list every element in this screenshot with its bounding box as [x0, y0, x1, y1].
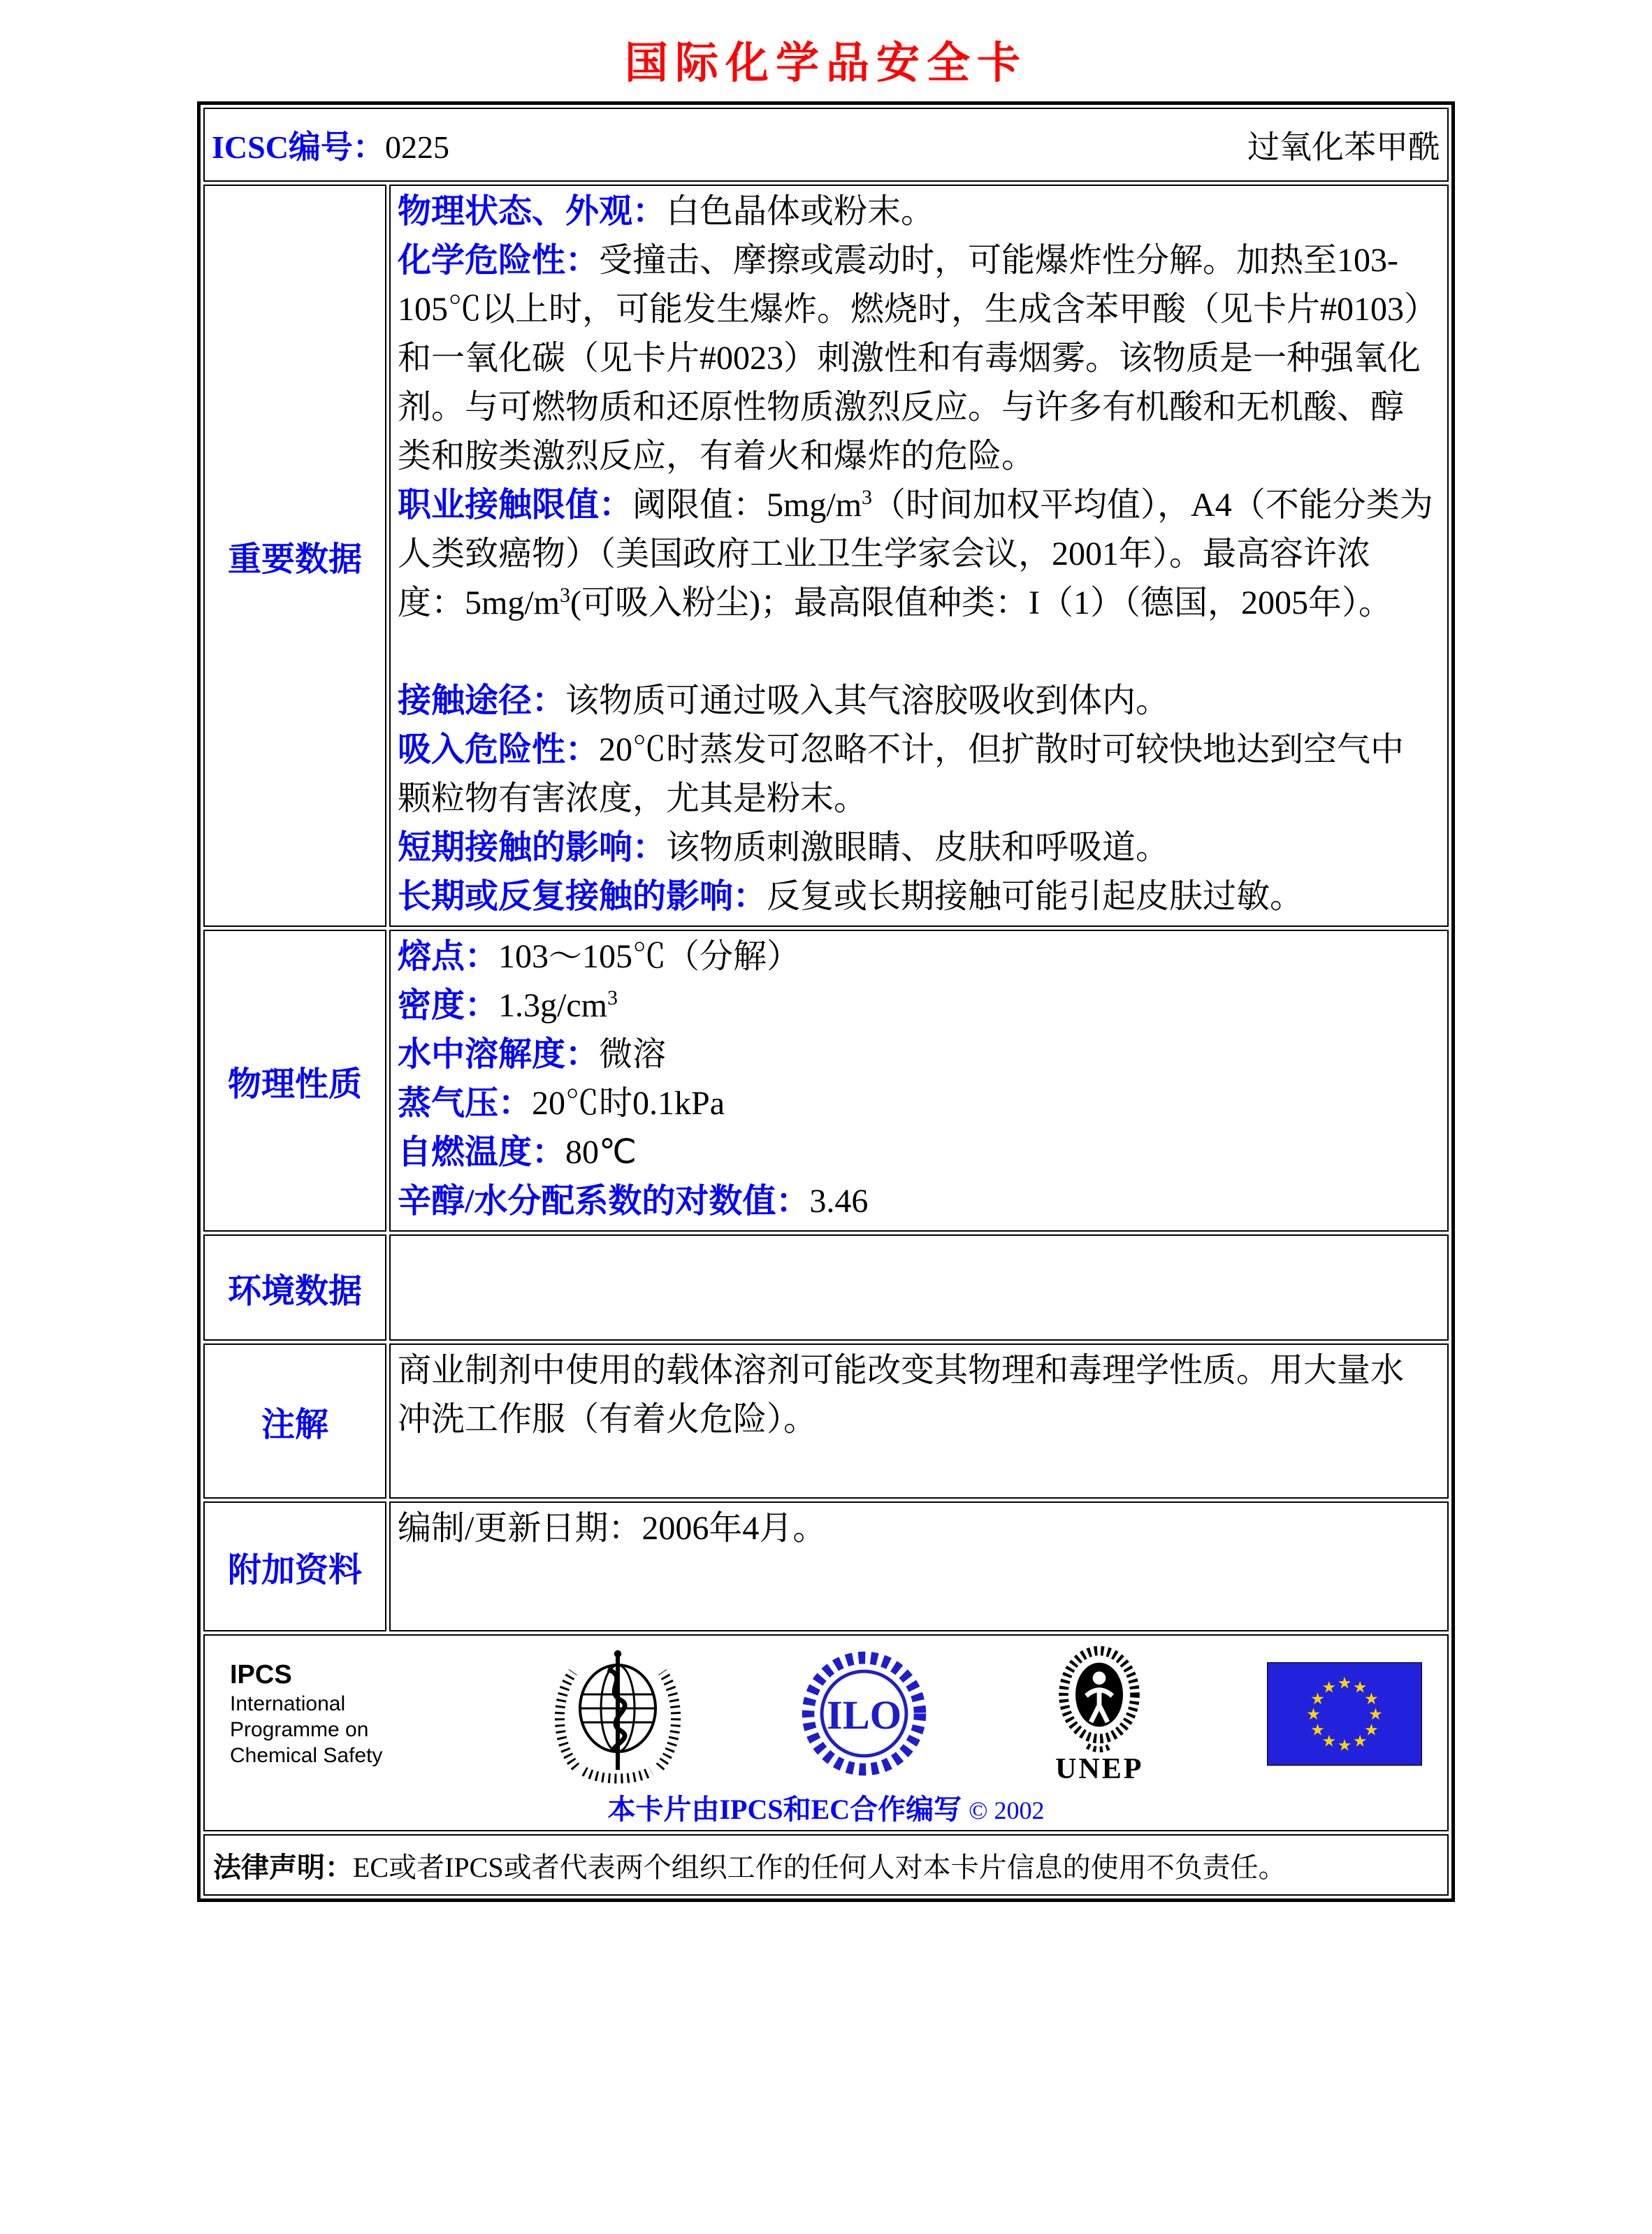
- row-legal-notice: [203, 1834, 1449, 1896]
- icsc-number-label: ICSC编号：: [212, 129, 385, 165]
- row-important-data: [203, 185, 1449, 927]
- field-label: 物理状态、外观：: [398, 193, 667, 230]
- eu-star-icon: ★: [1352, 1732, 1368, 1750]
- blank-line: [398, 628, 1436, 677]
- logos-cell: [203, 1634, 1449, 1831]
- field-label: 短期接触的影响：: [398, 829, 667, 866]
- row-label-important-data: 重要数据: [203, 185, 386, 927]
- ilo-logo-text: ILO: [826, 1692, 901, 1738]
- eu-star-icon: ★: [1337, 1674, 1352, 1692]
- field-routes-of-exposure: [398, 677, 1436, 726]
- additional-information-content: 编制/更新日期：2006年4月。: [389, 1501, 1449, 1631]
- unep-logo-text: UNEP: [1055, 1753, 1144, 1785]
- unep-logo-icon: [1040, 1641, 1159, 1760]
- credit-text: 本卡片由IPCS和EC合作编写: [607, 1794, 962, 1825]
- copyright-text: © 2002: [969, 1796, 1045, 1824]
- eu-star-icon: ★: [1352, 1678, 1368, 1696]
- field-value: 受撞击、摩擦或震动时，可能爆炸性分解。加热至103-105℃以上时，可能发生爆炸。燃烧时，生成含苯甲酸（见卡片#0103）和一氧化碳（见卡片#0023）刺激性和有毒烟雾。该物质是一种强氧化剂。与可燃物质和还原性物质激烈反应。与许多有机酸和无机酸、醇类和胺类激烈反应，有着火和爆炸的危险。: [398, 242, 1421, 475]
- field-label: 自燃温度：: [398, 1134, 566, 1171]
- eu-flag-icon: [1267, 1662, 1422, 1766]
- important-data-content: [389, 185, 1449, 927]
- legal-notice-label: 法律声明：: [213, 1851, 353, 1883]
- credit-line: [219, 1787, 1433, 1827]
- field-label: 熔点：: [398, 938, 499, 975]
- field-melting-point: [398, 932, 1436, 981]
- eu-star-icon: ★: [1364, 1689, 1379, 1708]
- field-value: 103～105℃（分解）: [498, 938, 801, 975]
- field-value: 该物质可通过吸入其气溶胶吸收到体内。: [565, 682, 1170, 719]
- row-label-additional-information: 附加资料: [203, 1501, 386, 1631]
- row-label-notes: 注解: [203, 1343, 386, 1499]
- field-label: 水中溶解度：: [398, 1036, 600, 1073]
- eu-star-icon: ★: [1321, 1678, 1337, 1696]
- ipcs-title: IPCS: [230, 1660, 292, 1689]
- ipcs-subtitle-line: Chemical Safety: [230, 1744, 383, 1767]
- eu-star-icon: ★: [1310, 1720, 1325, 1738]
- field-label: 辛醇/水分配系数的对数值：: [398, 1183, 810, 1220]
- field-value: $1.3g/cm^3$: [498, 986, 618, 1024]
- field-vapour-pressure: [398, 1079, 1436, 1128]
- superscript: 3: [607, 986, 618, 1009]
- ipcs-subtitle-line: Programme on: [230, 1718, 369, 1741]
- field-short-term-effects: [398, 823, 1436, 872]
- eu-star-icon: ★: [1364, 1720, 1379, 1738]
- field-physical-state-appearance: [398, 187, 1436, 236]
- row-header: [203, 108, 1449, 182]
- legal-notice-text: EC或者IPCS或者代表两个组织工作的任何人对本卡片信息的使用不负责任。: [353, 1851, 1287, 1883]
- field-solubility-in-water: [398, 1030, 1436, 1079]
- row-label-physical-properties: 物理性质: [203, 930, 386, 1232]
- superscript: 3: [862, 486, 873, 509]
- eu-star-icon: ★: [1306, 1705, 1321, 1723]
- header-cell: [203, 108, 1449, 182]
- field-occupational-exposure-limits: [398, 481, 1436, 628]
- superscript: 3: [560, 584, 571, 607]
- field-long-term-effects: [398, 872, 1436, 921]
- field-value: 20℃时蒸发可忽略不计，但扩散时可较快地达到空气中颗粒物有害浓度，尤其是粉末。: [398, 731, 1405, 817]
- field-log-octanol-water-partition: [398, 1177, 1436, 1226]
- ipcs-subtitle-line: International: [230, 1692, 346, 1715]
- notes-content: 商业制剂中使用的载体溶剂可能改变其物理和毒理学性质。用大量水冲洗工作服（有着火危险）。: [389, 1343, 1449, 1499]
- icsc-number-group: [212, 122, 449, 168]
- icsc-card-table: [197, 101, 1455, 1902]
- row-logos: [203, 1634, 1449, 1831]
- field-value: 阈限值：$5mg/m^3$（时间加权平均值），A4（不能分类为人类致癌物）（美国政府工业卫生学家会议，2001年）。最高容许浓度：$5mg/m^3$(可吸入粉尘)；最高限值种类：I（1）（德国，2005年）。: [398, 486, 1433, 621]
- physical-properties-content: [389, 930, 1449, 1232]
- field-value: 80℃: [565, 1134, 637, 1171]
- field-label: 职业接触限值：: [398, 487, 633, 524]
- environmental-data-content: [389, 1234, 1449, 1341]
- unep-logo-block: [1040, 1641, 1159, 1786]
- ilo-logo-icon: [796, 1645, 932, 1782]
- field-label: 蒸气压：: [398, 1085, 532, 1122]
- page-title: 国际化学品安全卡: [624, 39, 1027, 87]
- field-value: 该物质刺激眼睛、皮肤和呼吸道。: [666, 829, 1170, 866]
- field-inhalation-risk: [398, 726, 1436, 823]
- field-value: 20℃时0.1kPa: [532, 1085, 725, 1122]
- legal-notice-cell: [203, 1834, 1449, 1896]
- field-density: [398, 981, 1436, 1030]
- field-label: 长期或反复接触的影响：: [398, 878, 767, 915]
- chemical-name: 过氧化苯甲酰: [1247, 129, 1440, 165]
- eu-star-icon: ★: [1368, 1705, 1383, 1723]
- row-additional-information: [203, 1501, 1449, 1631]
- row-label-environmental-data: 环境数据: [203, 1234, 386, 1341]
- field-auto-ignition-temperature: [398, 1128, 1436, 1177]
- field-value: 3.46: [809, 1183, 869, 1220]
- field-chemical-dangers: [398, 236, 1436, 481]
- eu-star-icon: ★: [1321, 1732, 1337, 1750]
- who-logo-icon: [548, 1644, 688, 1784]
- field-label: 化学危险性：: [398, 242, 600, 279]
- field-label: 接触途径：: [398, 682, 566, 719]
- row-physical-properties: [203, 930, 1449, 1232]
- row-notes: [203, 1343, 1449, 1499]
- field-value: 微溶: [599, 1036, 667, 1073]
- row-environmental-data: [203, 1234, 1449, 1341]
- field-value: 白色晶体或粉末。: [666, 193, 935, 230]
- icsc-number-value: 0225: [384, 129, 449, 165]
- eu-star-icon: ★: [1337, 1736, 1352, 1754]
- field-label: 密度：: [398, 987, 499, 1024]
- ipcs-text-block: [230, 1659, 440, 1768]
- field-label: 吸入危险性：: [398, 731, 600, 768]
- eu-star-icon: ★: [1310, 1689, 1325, 1708]
- field-value: 反复或长期接触可能引起皮肤过敏。: [767, 878, 1304, 915]
